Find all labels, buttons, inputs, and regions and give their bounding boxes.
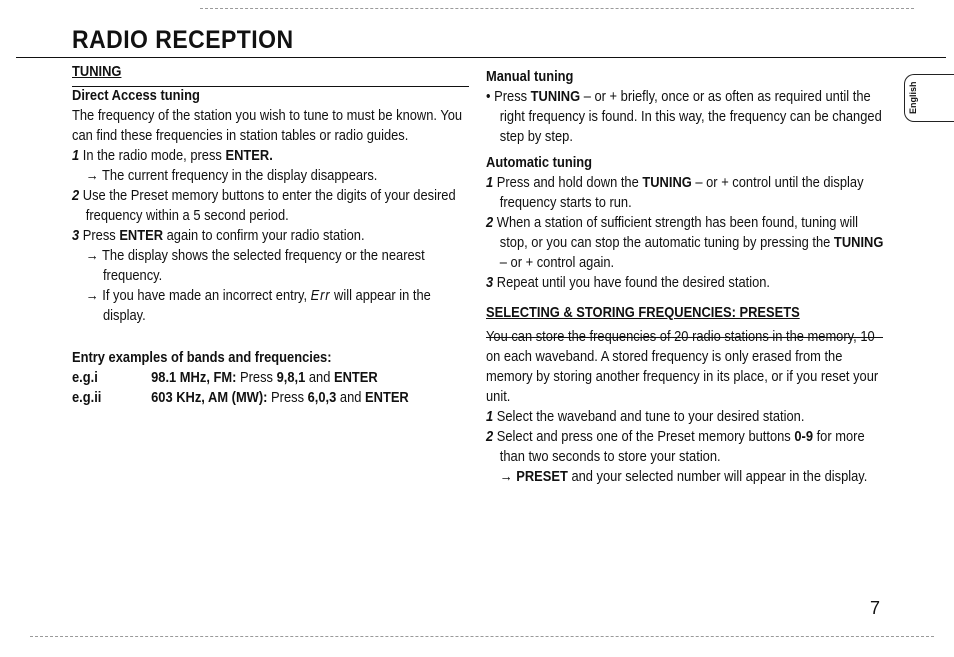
arrow-icon: → bbox=[85, 287, 99, 304]
step-number: 3 bbox=[72, 227, 80, 244]
section-heading-presets: SELECTING & STORING FREQUENCIES: PRESETS bbox=[486, 304, 800, 321]
example-label: e.g.ii bbox=[72, 389, 102, 406]
step-number: 2 bbox=[72, 187, 80, 204]
direct-intro: The frequency of the station you wish to tune to must be known. You can find these frequencies in station tables or radio guides. bbox=[72, 107, 463, 144]
subheading-direct-access: Direct Access tuning bbox=[72, 87, 200, 104]
preset-step-1: 1 Select the waveband and tune to your desired station. bbox=[486, 408, 805, 425]
left-column bbox=[72, 62, 468, 408]
subheading-automatic-tuning: Automatic tuning bbox=[486, 154, 593, 171]
direct-step-3: 3 Press ENTER again to confirm your radio station. bbox=[72, 227, 365, 244]
auto-step-1: 1 Press and hold down the TUNING – or + control until the display frequency starts to run. bbox=[486, 174, 864, 211]
example-row-2: e.g.ii 603 KHz, AM (MW): Press 6,0,3 and ENTER bbox=[72, 389, 409, 406]
scan-artifact-bottom bbox=[30, 636, 934, 637]
direct-step-3-result-2: → If you have made an incorrect entry, Err will appear in the display. bbox=[85, 287, 431, 324]
step-number: 1 bbox=[486, 174, 494, 191]
preset-step-2-result: → PRESET and your selected number will appear in the display. bbox=[499, 468, 868, 485]
step-number: 3 bbox=[486, 274, 494, 291]
direct-step-3-result-1: → The display shows the selected frequency or the nearest frequency. bbox=[85, 247, 425, 284]
example-label: e.g.i bbox=[72, 369, 98, 386]
title-rule bbox=[16, 57, 946, 58]
direct-step-1: 1 In the radio mode, press ENTER. bbox=[72, 147, 273, 164]
direct-step-2: 2 Use the Preset memory buttons to enter the digits of your desired frequency within a 5 second period. bbox=[72, 187, 456, 224]
manual-tuning-text: • Press TUNING – or + briefly, once or as often as required until the right frequency is found. In this way, the frequency can be changed step by step. bbox=[486, 88, 882, 145]
arrow-icon: → bbox=[85, 247, 99, 264]
step-number: 2 bbox=[486, 214, 494, 231]
auto-step-3: 3 Repeat until you have found the desired station. bbox=[486, 274, 771, 291]
err-display-text: Err bbox=[310, 287, 331, 304]
step-number: 1 bbox=[72, 147, 80, 164]
bullet-icon: • bbox=[486, 88, 491, 105]
scan-artifact-top bbox=[200, 8, 914, 9]
step-number: 2 bbox=[486, 428, 494, 445]
page-number: 7 bbox=[870, 598, 881, 618]
example-row-1: e.g.i 98.1 MHz, FM: Press 9,8,1 and ENTER bbox=[72, 369, 378, 386]
step-number: 1 bbox=[486, 408, 494, 425]
arrow-icon: → bbox=[499, 468, 513, 485]
language-tab-label: English bbox=[908, 81, 918, 115]
preset-step-2: 2 Select and press one of the Preset memory buttons 0-9 for more than two seconds to store your station. bbox=[486, 428, 865, 465]
direct-step-1-result: → The current frequency in the display disappears. bbox=[85, 167, 378, 184]
auto-step-2: 2 When a station of sufficient strength has been found, tuning will stop, or you can stop the automatic tuning by pressing the TUNING – or + control again. bbox=[486, 214, 884, 271]
presets-intro: You can store the frequencies of 20 radio stations in the memory, 10 on each waveband. A stored frequency is only erased from the memory by storing another frequency in its place, or if you reset your unit. bbox=[486, 328, 879, 405]
right-column bbox=[486, 67, 886, 487]
subheading-manual-tuning: Manual tuning bbox=[486, 68, 574, 85]
page-title: RADIO RECEPTION bbox=[72, 26, 294, 54]
arrow-icon: → bbox=[85, 167, 99, 184]
section-heading-tuning: TUNING bbox=[72, 63, 122, 80]
subheading-entry-examples: Entry examples of bands and frequencies: bbox=[72, 349, 332, 366]
